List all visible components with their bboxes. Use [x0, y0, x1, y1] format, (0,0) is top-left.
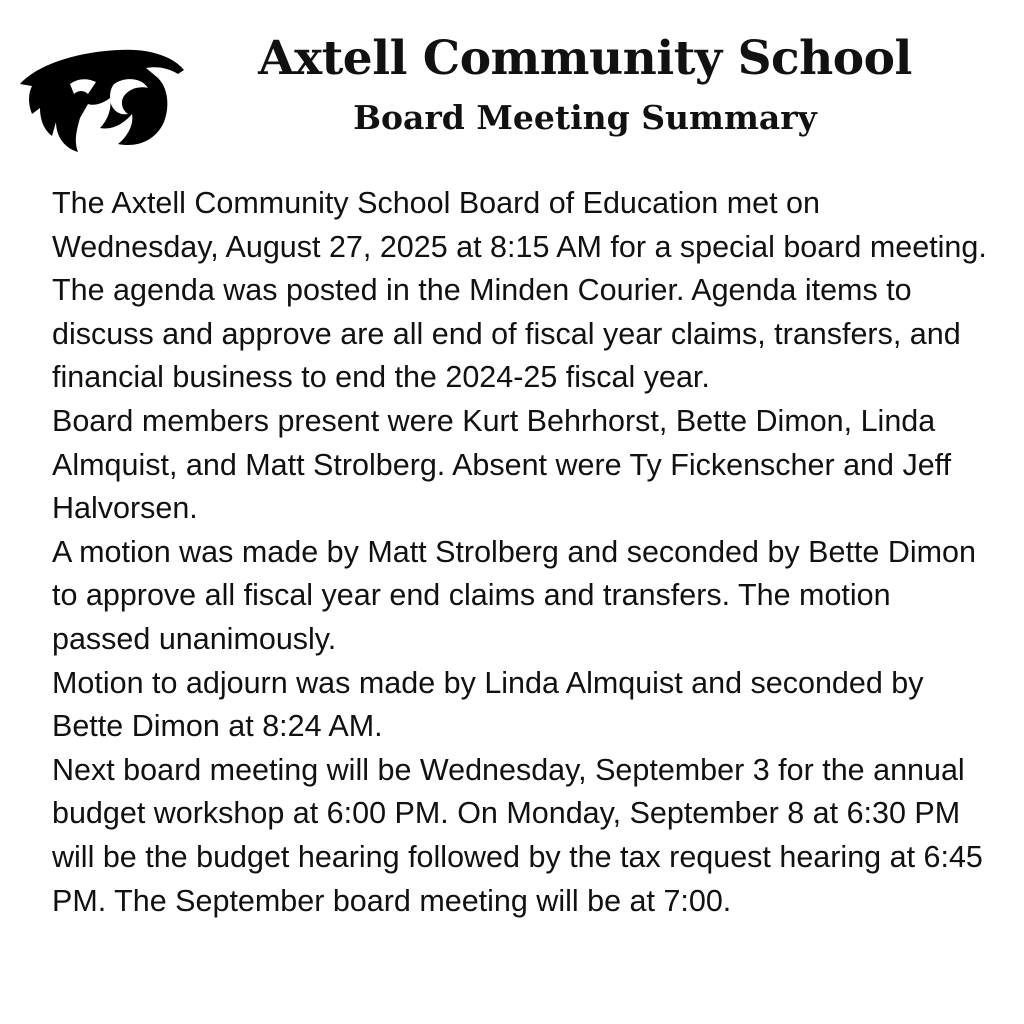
wildcat-ac-logo-icon — [18, 44, 188, 154]
paragraph-attendance: Board members present were Kurt Behrhorst, Bette Dimon, Linda Almquist, and Matt Strolberg. Absent were Ty Fickenscher and Jeff Halvorsen. — [52, 403, 952, 526]
meeting-summary-body — [52, 182, 992, 923]
paragraph-meeting-details: The Axtell Community School Board of Education met on Wednesday, August 27, 2025 at 8:15 AM for a special board meeting. The agenda was posted in the Minden Courier. Agenda items to discuss and approve are all end of fiscal year claims, transfers, and financial business to end the 2024-25 fiscal year. — [52, 186, 987, 395]
page-subtitle: Board Meeting Summary — [353, 98, 817, 137]
header — [230, 28, 940, 140]
paragraph-motion-claims: A motion was made by Matt Strolberg and seconded by Bette Dimon to approve all fiscal year end claims and transfers. The motion passed unanimously. — [52, 534, 976, 656]
paragraph-next-meeting: Next board meeting will be Wednesday, September 3 for the annual budget workshop at 6:00 PM. On Monday, September 8 at 6:30 PM will be the budget hearing followed by the tax request hearing at 6:45 PM. The September board meeting will be at 7:00. — [52, 752, 983, 918]
paragraph-adjourn: Motion to adjourn was made by Linda Almquist and seconded by Bette Dimon at 8:24 AM. — [52, 665, 924, 744]
page-title: Axtell Community School — [258, 31, 912, 86]
